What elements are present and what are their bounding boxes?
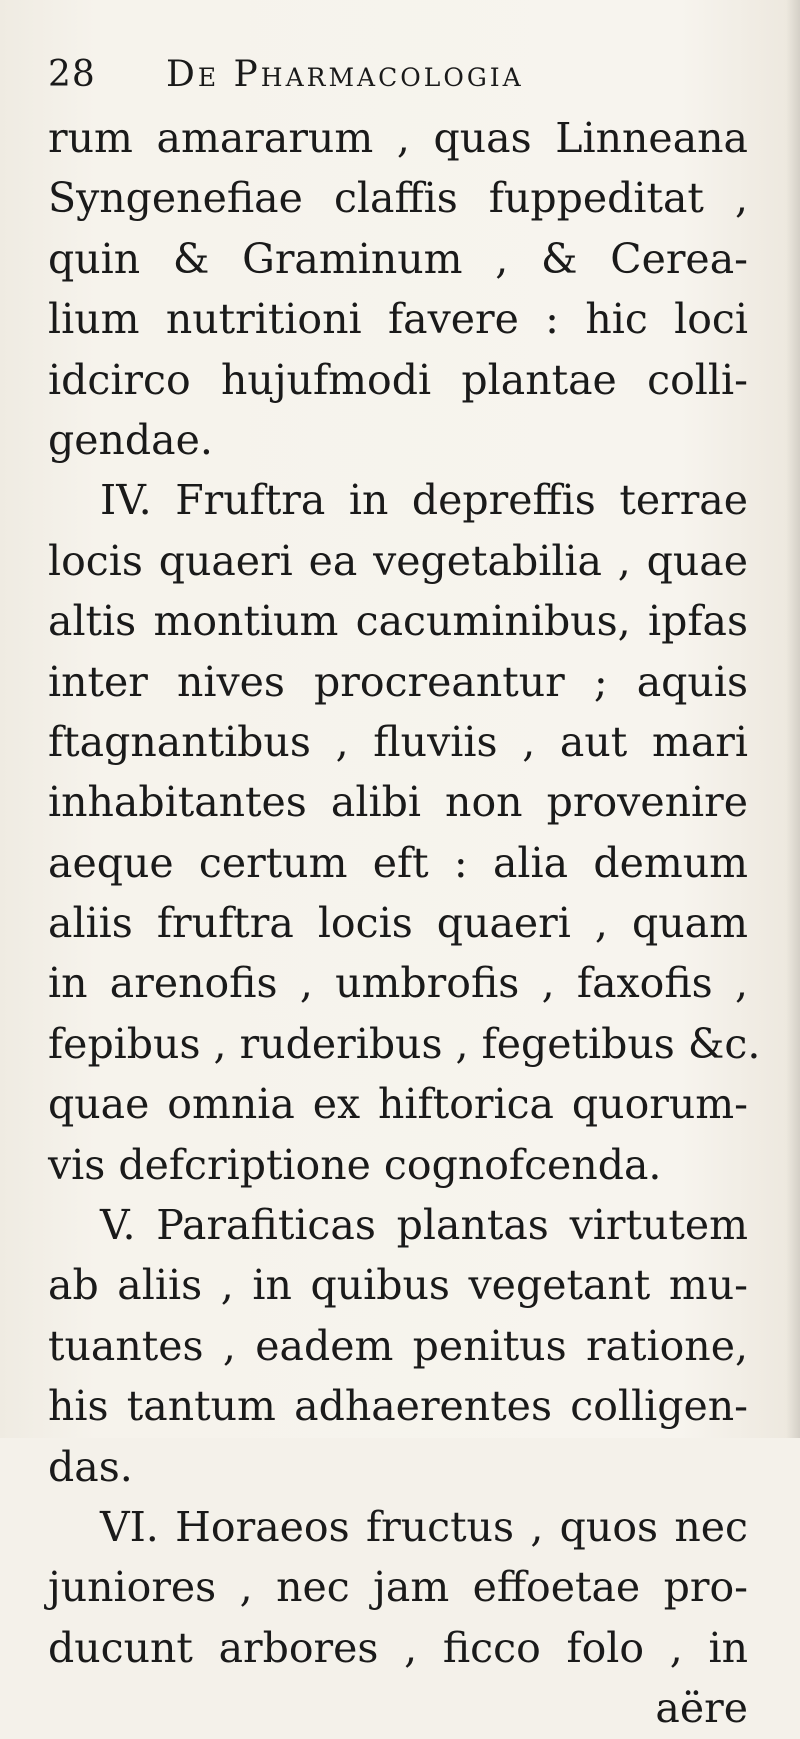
text-line: aliis fruftra locis quaeri , quam [48, 899, 748, 948]
text-line: his tantum adhaerentes colligen- [48, 1382, 748, 1431]
body-text [48, 108, 761, 1739]
text-line: fepibus , ruderibus , fegetibus &c. [48, 1019, 761, 1068]
page-number: 28 [48, 54, 96, 95]
text-line: vis defcriptione cognofcenda. [48, 1140, 662, 1189]
text-line: ducunt arbores , ficco folo , in [48, 1623, 748, 1672]
text-line: aeque certum eft : alia demum [48, 838, 748, 887]
text-line: gendae. [48, 415, 213, 464]
text-line: Syngenefiae claffis fuppeditat , [48, 174, 748, 223]
page-edge-shadow [786, 0, 800, 1438]
catchword: aëre [655, 1684, 748, 1733]
text-line: ab aliis , in quibus vegetant mu- [48, 1261, 748, 1310]
text-line: locis quaeri ea vegetabilia , quae [48, 536, 748, 585]
text-line: rum amararum , quas Linneana [48, 114, 748, 162]
text-line: inhabitantes alibi non provenire [48, 778, 748, 827]
page-header [48, 54, 748, 114]
text-line: juniores , nec jam effoetae pro- [48, 1563, 748, 1612]
text-line: tuantes , eadem penitus ratione, [48, 1321, 748, 1370]
text-line: das. [48, 1442, 133, 1491]
text-line: in arenofis , umbrofis , faxofis , [48, 959, 748, 1008]
text-line: lium nutritioni favere : hic loci [48, 295, 748, 344]
text-line: quae omnia ex hiftorica quorum- [48, 1080, 748, 1129]
section-iv-start: IV. Fruftra in depreffis terrae [100, 476, 748, 525]
text-line: quin & Graminum , & Cerea- [48, 234, 748, 283]
text-line: altis montium cacuminibus, ipfas [48, 597, 748, 646]
text-line: ftagnantibus , fluviis , aut mari [48, 717, 748, 766]
section-v-start: V. Parafiticas plantas virtutem [100, 1201, 748, 1250]
section-vi-start: VI. Horaeos fructus , quos nec [100, 1502, 748, 1551]
text-line: idcirco hujufmodi plantae colli- [48, 355, 748, 404]
running-title: De Pharmacologia [166, 54, 524, 95]
text-line: inter nives procreantur ; aquis [48, 657, 748, 706]
